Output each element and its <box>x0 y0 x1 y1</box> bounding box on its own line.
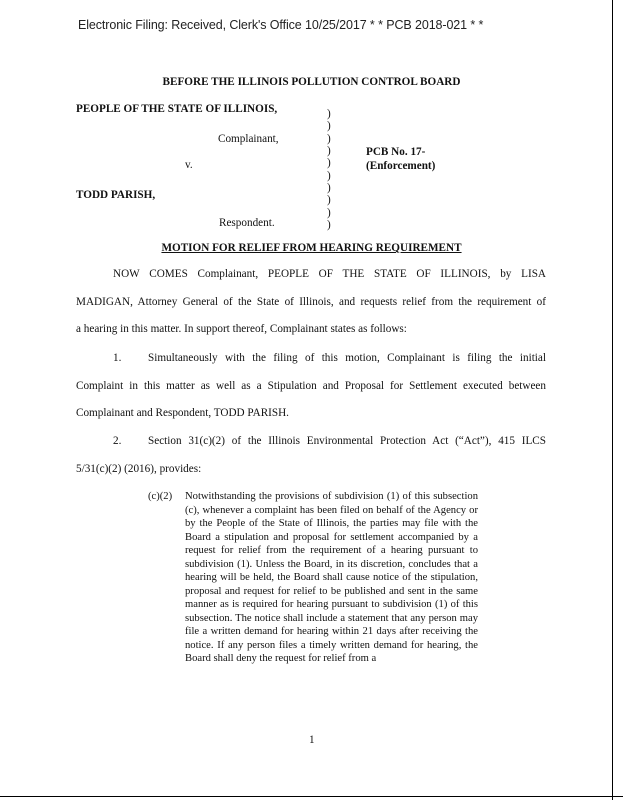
statute-quote <box>148 490 478 666</box>
intro-line-3: a hearing in this matter. In support thereof, Complainant states as follows: <box>76 323 407 335</box>
para-2-line-1: Section 31(c)(2) of the Illinois Environmental Protection Act (“Act”), 415 ILCS <box>148 435 546 447</box>
court-name: BEFORE THE ILLINOIS POLLUTION CONTROL BOARD <box>162 76 461 88</box>
page-number: 1 <box>309 734 315 746</box>
para-2-line-2: 5/31(c)(2) (2016), provides: <box>76 463 202 475</box>
page-bottom-border <box>0 796 623 797</box>
versus: v. <box>185 159 193 171</box>
defendant-role: Respondent. <box>219 217 275 229</box>
intro-line-1: NOW COMES Complainant, PEOPLE OF THE STATE OF ILLINOIS, by LISA <box>113 268 546 280</box>
quote-body: Notwithstanding the provisions of subdivision (1) of this subsection (c), whenever a complaint has been filed on behalf of the Agency or by the People of the State of Illinois, the parties may file with the Board a stipulation and proposal for settlement accompanied by a request for relief from the requirement of a hearing pursuant to subdivision (1). Unless the Board, in its discretion, concludes that a hearing will be held, the Board shall cause notice of the stipulation, proposal and request for relief to be published and sent in the same manner as is required for hearing pursuant to subdivision (1) of this subsection. The notice shall include a statement that any person may file a written demand for hearing within 21 days after receiving the notice. If any person files a timely written demand for hearing, the Board shall deny the request for relief from a <box>185 491 478 664</box>
page-right-border <box>612 0 613 800</box>
case-number: PCB No. 17- <box>366 146 426 158</box>
electronic-filing-header: Electronic Filing: Received, Clerk's Office 10/25/2017 * * PCB 2018-021 * * <box>78 18 484 32</box>
para-2-number: 2. <box>113 435 122 447</box>
plaintiff-name: PEOPLE OF THE STATE OF ILLINOIS, <box>76 103 278 115</box>
case-type: (Enforcement) <box>366 160 436 172</box>
para-1-line-1: Simultaneously with the filing of this motion, Complainant is filing the initial <box>148 352 546 364</box>
para-1-line-2: Complaint in this matter as well as a Stipulation and Proposal for Settlement executed between <box>76 380 546 392</box>
para-1-number: 1. <box>113 352 122 364</box>
plaintiff-role: Complainant, <box>218 133 279 145</box>
intro-line-2: MADIGAN, Attorney General of the State of Illinois, and requests relief from the requirement of <box>76 296 546 308</box>
caption-parentheses: ) ) ) ) ) ) ) ) ) ) <box>327 108 331 232</box>
para-1-line-3: Complainant and Respondent, TODD PARISH. <box>76 407 289 419</box>
motion-title: MOTION FOR RELIEF FROM HEARING REQUIREMENT <box>161 242 462 254</box>
defendant-name: TODD PARISH, <box>76 189 156 201</box>
quote-subsection-number: (c)(2) <box>148 491 173 502</box>
